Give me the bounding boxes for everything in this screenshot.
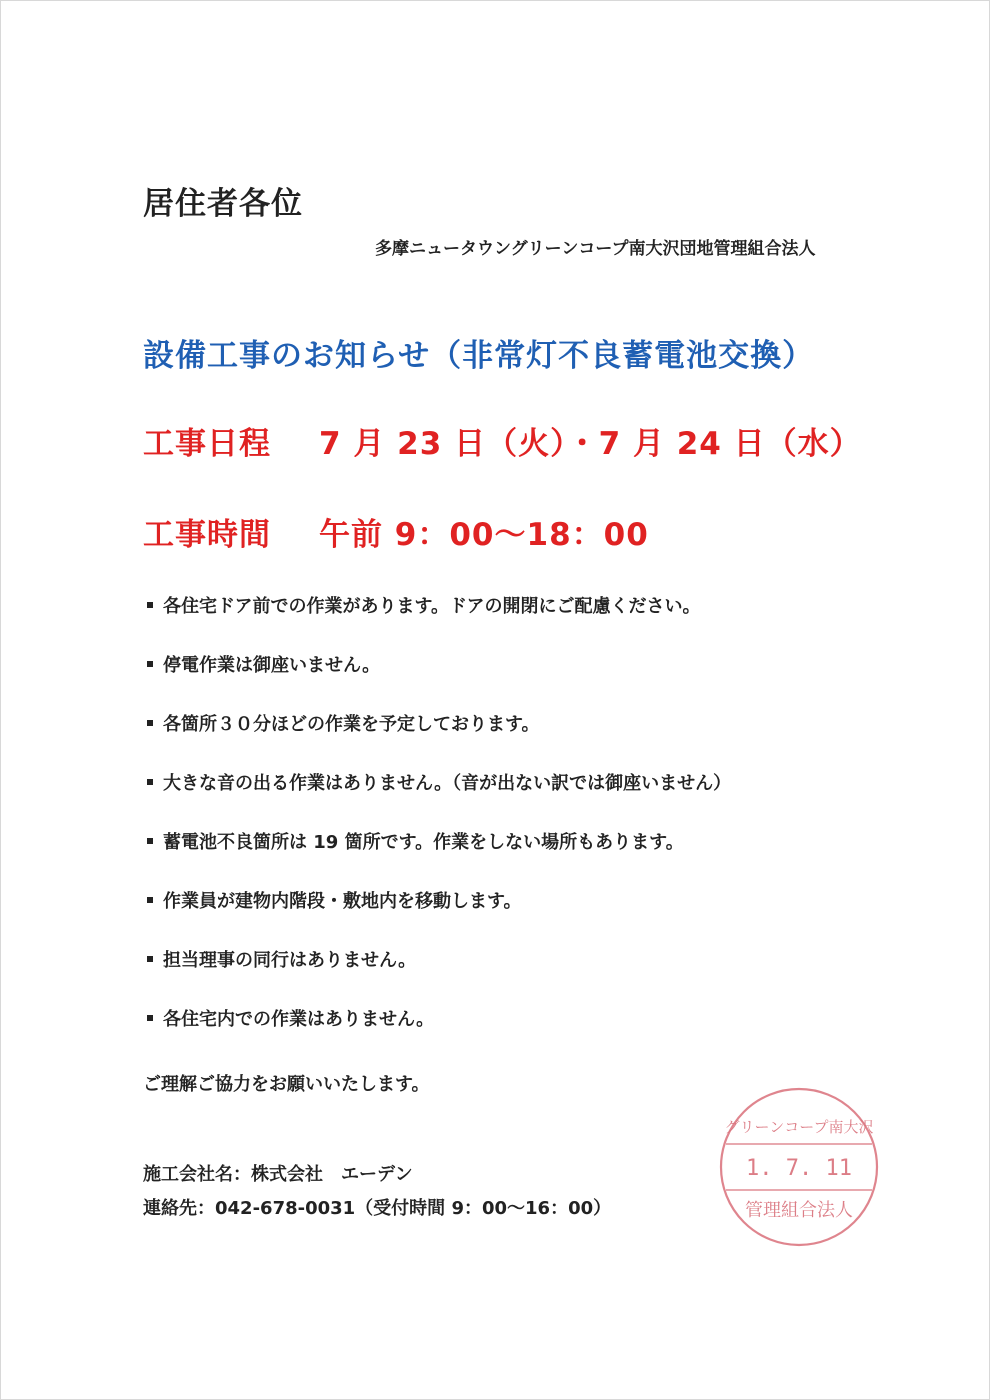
list-item-text: 蓄電池不良箇所は 19 箇所です。作業をしない場所もあります。: [163, 832, 684, 853]
notice-title: 設備工事のお知らせ（非常灯不良蓄電池交換）: [143, 338, 815, 374]
list-item-text: 作業員が建物内階段・敷地内を移動します。: [163, 891, 522, 912]
association-seal-stamp: [718, 1086, 880, 1248]
contractor-company: 施工会社名：株式会社 エーデン: [143, 1164, 413, 1185]
closing-line: ご理解ご協力をお願いいたします。: [143, 1074, 430, 1095]
list-item-text: 各住宅ドア前での作業があります。ドアの開閉にご配慮ください。: [163, 596, 701, 617]
list-item: [147, 946, 731, 1005]
list-item-text: 大きな音の出る作業はありません。（音が出ない訳では御座いません）: [163, 773, 732, 794]
list-item-text: 担当理事の同行はありません。: [163, 950, 417, 971]
bullet-icon: [147, 1015, 153, 1021]
bullet-icon: [147, 956, 153, 962]
schedule-dates: [143, 418, 862, 463]
stamp-top-text: グリーンコープ南大沢: [724, 1118, 874, 1136]
list-item: [147, 828, 731, 887]
bullet-icon: [147, 602, 153, 608]
schedule-value: 7 月 23 日（火）・7 月 24 日（水）: [319, 426, 862, 462]
addressee: 居住者各位: [143, 186, 303, 222]
bullet-icon: [147, 720, 153, 726]
list-item-text: 停電作業は御座いません。: [163, 655, 381, 676]
bullet-icon: [147, 897, 153, 903]
schedule-label: 工事日程: [143, 426, 271, 462]
list-item: [147, 887, 731, 946]
bullet-icon: [147, 661, 153, 667]
hours-label: 工事時間: [143, 517, 271, 553]
list-item: [147, 769, 731, 828]
notice-items: [147, 592, 731, 1064]
list-item: [147, 651, 731, 710]
stamp-bottom-text: 管理組合法人: [745, 1200, 853, 1221]
contractor-block: [143, 1158, 611, 1226]
schedule-hours: [143, 509, 649, 554]
hours-value: 午前 9：00～18：00: [319, 517, 649, 553]
list-item: [147, 1005, 731, 1064]
contractor-contact: 連絡先：042-678-0031（受付時間 9：00～16：00）: [143, 1198, 612, 1219]
list-item: [147, 710, 731, 769]
sender-organization: 多摩ニュータウングリーンコープ南大沢団地管理組合法人: [375, 239, 816, 259]
bullet-icon: [147, 779, 153, 785]
bullet-icon: [147, 838, 153, 844]
list-item: [147, 592, 731, 651]
list-item-text: 各箇所３０分ほどの作業を予定しております。: [163, 714, 540, 735]
list-item-text: 各住宅内での作業はありません。: [163, 1009, 435, 1030]
stamp-date-text: 1. 7. 11: [746, 1156, 852, 1181]
